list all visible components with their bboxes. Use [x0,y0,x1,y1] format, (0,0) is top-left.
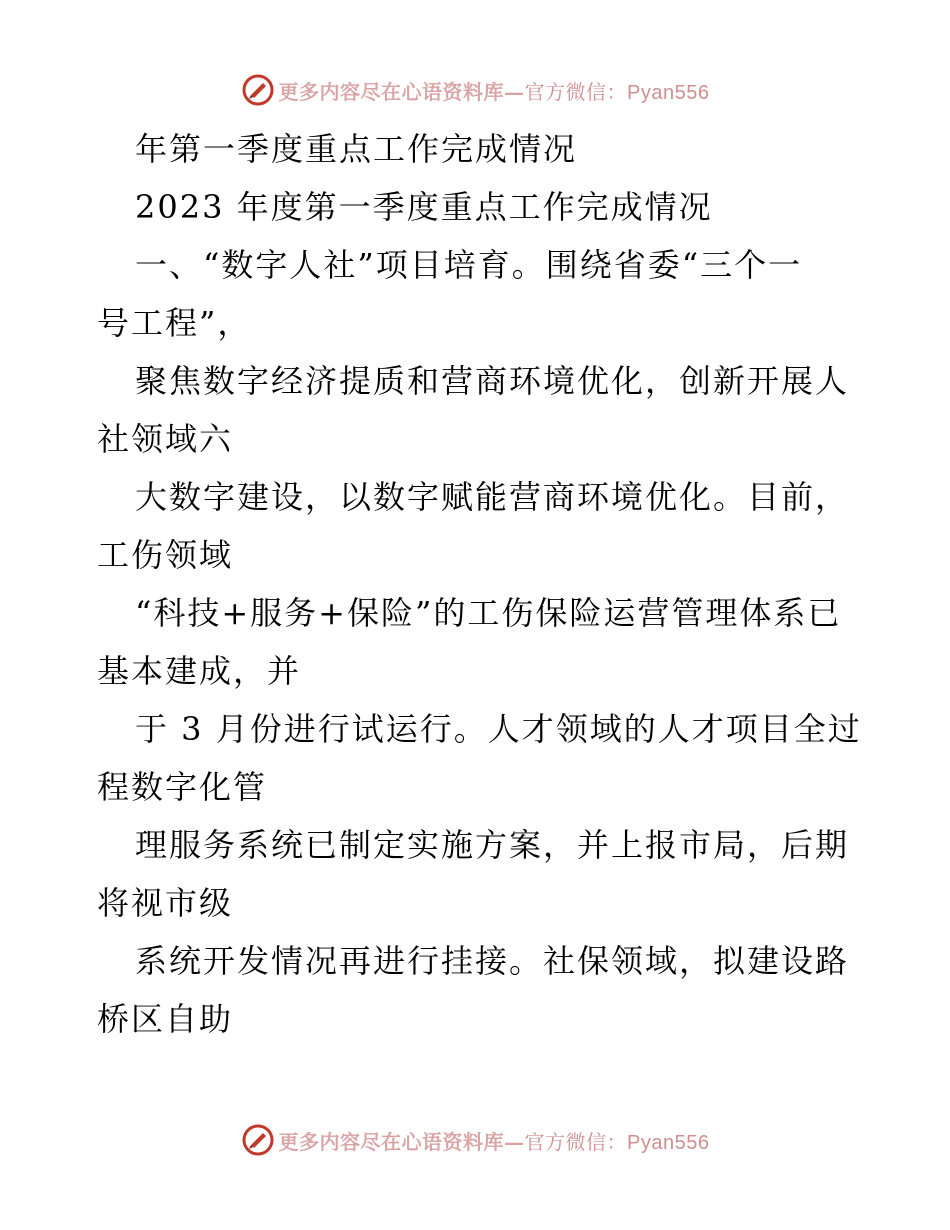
watermark-banner-top [0,70,950,110]
watermark-separator: — [504,1129,525,1154]
doc-line: 系统开发情况再进行挂接。社保领域，拟建设路 [135,942,850,980]
doc-line: 号工程”， [97,304,252,342]
watermark-banner-bottom [0,1120,950,1160]
doc-line: 社领域六 [97,420,234,458]
doc-line: 桥区自助 [97,1000,234,1038]
doc-line: 程数字化管 [97,768,268,806]
doc-line: 理服务系统已制定实施方案，并上报市局，后期 [135,826,850,864]
brand-logo-icon [241,1123,275,1157]
doc-line: 年第一季度重点工作完成情况 [135,130,578,168]
doc-line: 将视市级 [97,884,234,922]
watermark-text [279,1126,710,1155]
watermark-wechat: 官方微信：Pyan556 [524,81,710,104]
doc-line: 于 3 月份进行试运行。人才领域的人才项目全过 [135,710,862,748]
watermark-text [279,76,710,105]
watermark-brand: 更多内容尽在心语资料库 [278,79,505,104]
doc-line: 基本建成，并 [97,652,302,690]
document-body [97,120,862,1048]
doc-line: 2023 年度第一季度重点工作完成情况 [135,188,713,226]
doc-line: 一、“数字人社”项目培育。围绕省委“三个一 [135,246,803,284]
doc-line: 大数字建设，以数字赋能营商环境优化。目前， [135,478,850,516]
doc-line: 聚焦数字经济提质和营商环境优化，创新开展人 [135,362,850,400]
doc-line: 工伤领域 [97,536,234,574]
watermark-separator: — [504,79,525,104]
watermark-wechat: 官方微信：Pyan556 [524,1131,710,1154]
watermark-brand: 更多内容尽在心语资料库 [278,1129,505,1154]
doc-line: “科技+服务+保险”的工伤保险运营管理体系已 [135,594,842,632]
brand-logo-icon [241,73,275,107]
